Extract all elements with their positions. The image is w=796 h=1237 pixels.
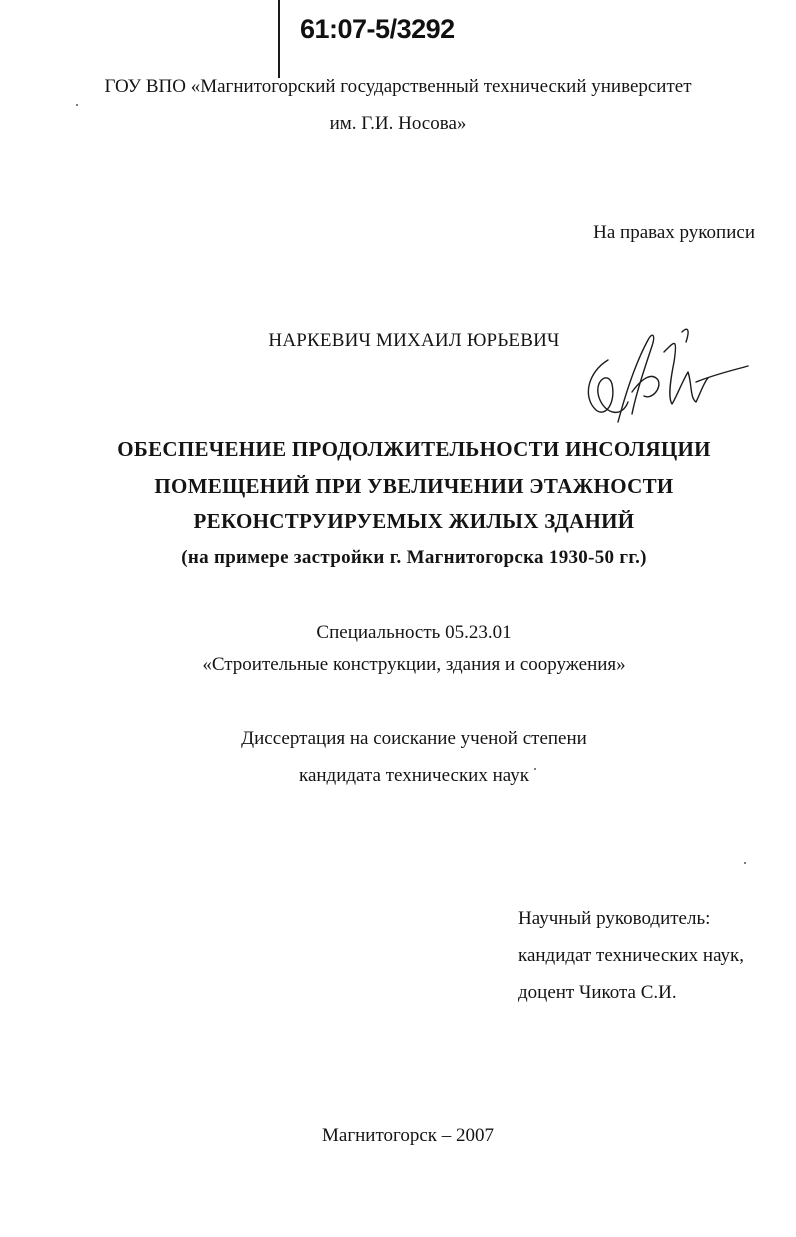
supervisor-degree: кандидат технических наук, xyxy=(518,945,745,966)
supervisor-name: доцент Чикота С.И. xyxy=(518,982,677,1003)
specialty-name: «Строительные конструкции, здания и сооружения» xyxy=(202,654,626,675)
university-name-line2: им. Г.И. Носова» xyxy=(329,113,467,134)
degree-statement-line2: кандидата технических наук xyxy=(299,765,529,786)
dissertation-title-line3: РЕКОНСТРУИРУЕМЫХ ЖИЛЫХ ЗДАНИЙ xyxy=(193,509,635,533)
degree-statement-line1: Диссертация на соискание ученой степени xyxy=(241,728,587,749)
scan-speck xyxy=(76,104,78,106)
manuscript-rights-note: На правах рукописи xyxy=(593,222,755,243)
dissertation-title-line2: ПОМЕЩЕНИЙ ПРИ УВЕЛИЧЕНИИ ЭТАЖНОСТИ xyxy=(154,474,674,498)
author-signature xyxy=(578,322,753,437)
specialty-code: Специальность 05.23.01 xyxy=(316,622,512,643)
author-name: НАРКЕВИЧ МИХАИЛ ЮРЬЕВИЧ xyxy=(268,330,560,351)
dissertation-subtitle: (на примере застройки г. Магнитогорска 1930-50 гг.) xyxy=(181,547,647,568)
scan-speck xyxy=(744,862,746,864)
supervisor-label: Научный руководитель: xyxy=(518,908,711,929)
city-year: Магнитогорск – 2007 xyxy=(322,1125,494,1146)
university-name-line1: ГОУ ВПО «Магнитогорский государственный технический университет xyxy=(104,76,692,97)
library-stamp-number: 61:07-5/3292 xyxy=(300,14,455,44)
dissertation-title-line1: ОБЕСПЕЧЕНИЕ ПРОДОЛЖИТЕЛЬНОСТИ ИНСОЛЯЦИИ xyxy=(117,437,711,461)
stamp-divider-line xyxy=(278,0,280,78)
scan-speck xyxy=(534,768,536,770)
